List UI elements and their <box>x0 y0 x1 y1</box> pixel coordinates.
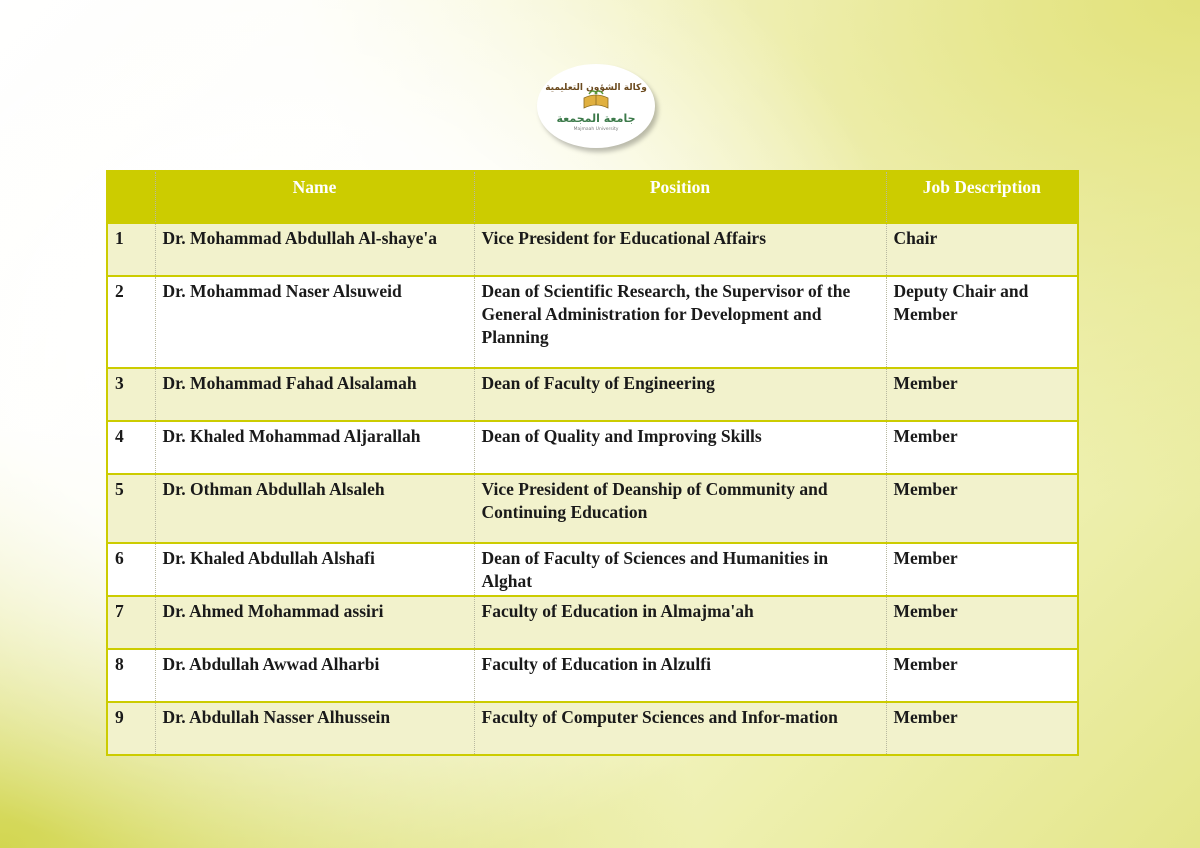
member-name: Dr. Khaled Abdullah Alshafi <box>155 543 474 596</box>
member-job: Deputy Chair and Member <box>886 276 1078 368</box>
logo-emblem-icon <box>537 64 655 148</box>
logo-text-small: Majmaah University <box>573 127 619 132</box>
header-job-description: Job Description <box>886 171 1078 223</box>
member-name: Dr. Mohammad Fahad Alsalamah <box>155 368 474 421</box>
row-number: 4 <box>107 421 155 474</box>
row-number: 6 <box>107 543 155 596</box>
member-job: Member <box>886 596 1078 649</box>
member-position: Vice President for Educational Affairs <box>474 223 886 276</box>
logo-text-top: وكالة الشؤون التعليمية <box>545 83 647 93</box>
table-row <box>107 368 1078 421</box>
member-name: Dr. Othman Abdullah Alsaleh <box>155 474 474 543</box>
table-row <box>107 649 1078 702</box>
member-position: Vice President of Deanship of Community and Continuing Education <box>474 474 886 543</box>
member-position: Faculty of Education in Alzulfi <box>474 649 886 702</box>
header-name: Name <box>155 171 474 223</box>
member-name: Dr. Abdullah Nasser Alhussein <box>155 702 474 755</box>
row-number: 8 <box>107 649 155 702</box>
table-row <box>107 543 1078 596</box>
member-job: Chair <box>886 223 1078 276</box>
member-job: Member <box>886 421 1078 474</box>
members-table <box>106 170 1079 756</box>
member-position: Dean of Faculty of Engineering <box>474 368 886 421</box>
members-table-container <box>106 170 1077 756</box>
member-job: Member <box>886 649 1078 702</box>
member-job: Member <box>886 368 1078 421</box>
university-logo <box>537 64 655 148</box>
member-job: Member <box>886 702 1078 755</box>
member-position: Faculty of Education in Almajma'ah <box>474 596 886 649</box>
header-number <box>107 171 155 223</box>
header-position: Position <box>474 171 886 223</box>
row-number: 3 <box>107 368 155 421</box>
member-position: Dean of Quality and Improving Skills <box>474 421 886 474</box>
member-name: Dr. Ahmed Mohammad assiri <box>155 596 474 649</box>
table-header-row <box>107 171 1078 223</box>
member-position: Dean of Scientific Research, the Supervisor of the General Administration for Development and Planning <box>474 276 886 368</box>
member-position: Dean of Faculty of Sciences and Humanities in Alghat <box>474 543 886 596</box>
member-name: Dr. Mohammad Naser Alsuweid <box>155 276 474 368</box>
member-job: Member <box>886 543 1078 596</box>
member-job: Member <box>886 474 1078 543</box>
row-number: 7 <box>107 596 155 649</box>
logo-text-bottom: جامعة المجمعة <box>556 112 636 125</box>
member-name: Dr. Mohammad Abdullah Al-shaye'a <box>155 223 474 276</box>
row-number: 5 <box>107 474 155 543</box>
table-row <box>107 474 1078 543</box>
table-row <box>107 223 1078 276</box>
row-number: 1 <box>107 223 155 276</box>
table-row <box>107 596 1078 649</box>
row-number: 9 <box>107 702 155 755</box>
table-row <box>107 702 1078 755</box>
table-row <box>107 276 1078 368</box>
table-row <box>107 421 1078 474</box>
member-position: Faculty of Computer Sciences and Infor-mation <box>474 702 886 755</box>
member-name: Dr. Khaled Mohammad Aljarallah <box>155 421 474 474</box>
member-name: Dr. Abdullah Awwad Alharbi <box>155 649 474 702</box>
row-number: 2 <box>107 276 155 368</box>
